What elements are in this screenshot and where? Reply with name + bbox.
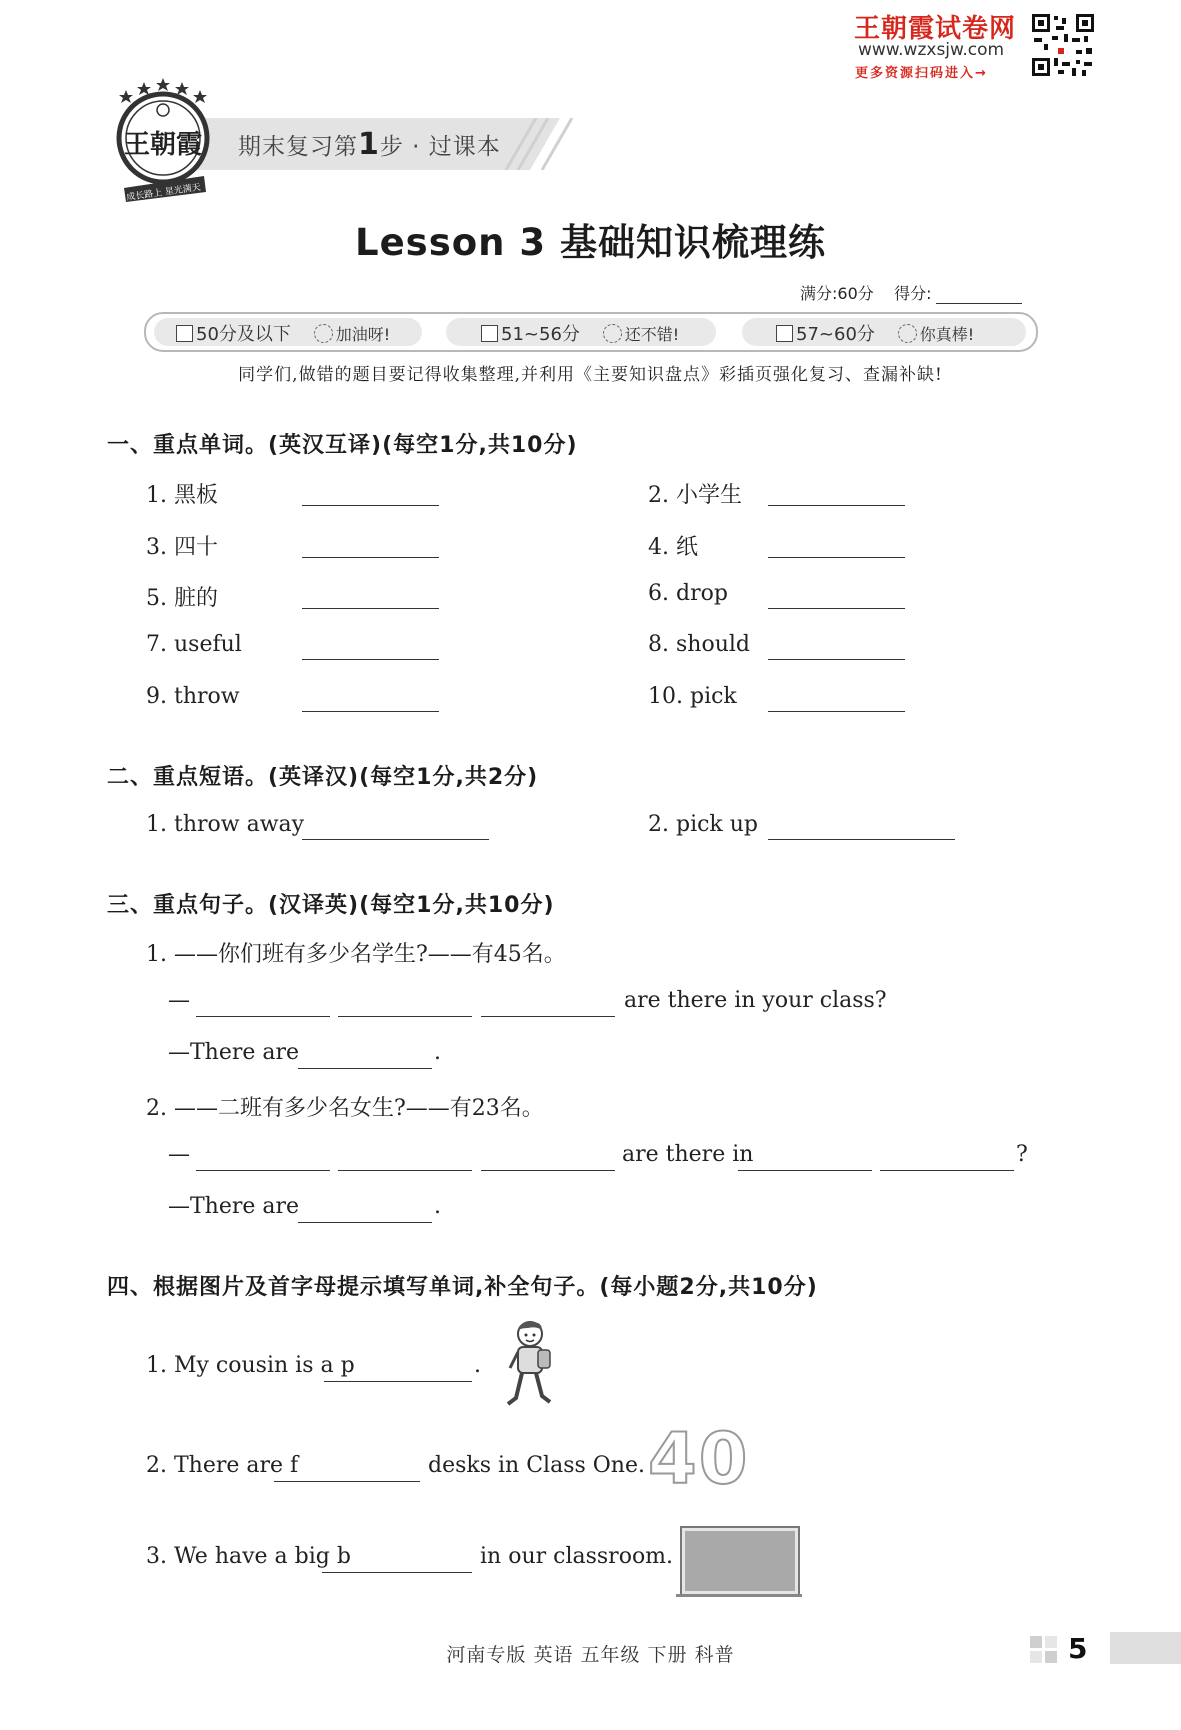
answer-blank[interactable]: [298, 1068, 432, 1069]
fill-sentence: 1. My cousin is a p: [146, 1353, 355, 1378]
phrase-item: 2. pick up: [648, 812, 758, 837]
answer-blank[interactable]: [302, 557, 439, 558]
smile-icon: [603, 324, 622, 343]
got-score-label: 得分:: [894, 284, 932, 303]
sentence-text: —There are: [168, 1194, 300, 1219]
period: .: [434, 1040, 441, 1065]
section-heading-2: 二、重点短语。(英译汉)(每空1分,共2分): [107, 765, 539, 790]
rating-item: 51~56分 还不错!: [481, 320, 679, 346]
full-score: 满分:60分: [800, 284, 874, 303]
answer-blank[interactable]: [768, 711, 905, 712]
sentence-text: are there in your class?: [624, 988, 887, 1013]
answer-blank[interactable]: [322, 1572, 472, 1573]
vocab-item: 4. 纸: [648, 535, 698, 560]
section-heading-4: 四、根据图片及首字母提示填写单词,补全句子。(每小题2分,共10分): [107, 1275, 818, 1300]
section-heading-3: 三、重点句子。(汉译英)(每空1分,共10分): [107, 893, 555, 918]
score-line: [800, 281, 1022, 304]
blackboard-ledge: [676, 1594, 802, 1597]
period: .: [434, 1194, 441, 1219]
series-label: 期末复习第1步 · 过课本: [238, 127, 501, 162]
logo-text: 王朝霞: [124, 130, 203, 159]
dash: —: [168, 1142, 190, 1167]
answer-blank[interactable]: [880, 1170, 1014, 1171]
answer-blank[interactable]: [338, 1016, 472, 1017]
sentence-prompt: 2. ——二班有多少名女生?——有23名。: [146, 1096, 544, 1121]
checkbox[interactable]: [481, 325, 498, 342]
checkbox[interactable]: [776, 325, 793, 342]
rating-item: 50分及以下 加油呀!: [176, 320, 390, 346]
logo-motto: 成长路上 星光满天: [125, 182, 202, 204]
answer-blank[interactable]: [768, 557, 905, 558]
question-mark: ?: [1016, 1142, 1028, 1167]
vocab-item: 9. throw: [146, 684, 240, 709]
answer-blank[interactable]: [196, 1170, 330, 1171]
sentence-text: are there in: [622, 1142, 754, 1167]
page-number-bar: [1110, 1632, 1181, 1664]
rating-item: 57~60分 你真棒!: [776, 320, 974, 346]
number-forty-picture: 40: [648, 1418, 750, 1500]
answer-blank[interactable]: [302, 505, 439, 506]
instruction-note: 同学们,做错的题目要记得收集整理,并利用《主要知识盘点》彩插页强化复习、查漏补缺!: [238, 365, 943, 385]
qr-code-icon[interactable]: [1030, 12, 1096, 78]
page-decor-icon: [1030, 1636, 1060, 1664]
page-number: 5: [1068, 1632, 1088, 1665]
answer-blank[interactable]: [274, 1481, 420, 1482]
vocab-item: 6. drop: [648, 581, 728, 606]
vocab-item: 1. 黑板: [146, 483, 218, 508]
score-blank[interactable]: [936, 285, 1022, 304]
brand-name: 王朝霞试卷网: [854, 14, 1017, 44]
answer-blank[interactable]: [481, 1170, 615, 1171]
answer-blank[interactable]: [768, 505, 905, 506]
answer-blank[interactable]: [302, 608, 439, 609]
answer-blank[interactable]: [196, 1016, 330, 1017]
rating-bar: [144, 312, 1038, 352]
smile-icon: [898, 324, 917, 343]
vocab-item: 5. 脏的: [146, 586, 218, 611]
checkbox[interactable]: [176, 325, 193, 342]
vocab-item: 7. useful: [146, 632, 242, 657]
answer-blank[interactable]: [338, 1170, 472, 1171]
fill-sentence: 3. We have a big b: [146, 1544, 351, 1569]
brand-scan-text: 更多资源扫码进入→: [855, 66, 988, 81]
vocab-item: 8. should: [648, 632, 750, 657]
answer-blank[interactable]: [738, 1170, 872, 1171]
student-boy-icon: [498, 1318, 558, 1412]
fill-sentence: 2. There are f: [146, 1453, 299, 1478]
answer-blank[interactable]: [768, 608, 905, 609]
answer-blank[interactable]: [302, 711, 439, 712]
answer-blank[interactable]: [302, 659, 439, 660]
page-footer: 河南专版 英语 五年级 下册 科普: [446, 1644, 735, 1666]
answer-blank[interactable]: [324, 1381, 472, 1382]
fill-sentence: desks in Class One.: [428, 1453, 645, 1478]
vocab-item: 10. pick: [648, 684, 737, 709]
dash: —: [168, 988, 190, 1013]
brand-url[interactable]: www.wzxsjw.com: [858, 40, 1005, 60]
answer-blank[interactable]: [481, 1016, 615, 1017]
smile-icon: [314, 324, 333, 343]
period: .: [474, 1353, 481, 1378]
section-heading-1: 一、重点单词。(英汉互译)(每空1分,共10分): [107, 433, 578, 458]
vocab-item: 2. 小学生: [648, 483, 742, 508]
vocab-item: 3. 四十: [146, 535, 218, 560]
answer-blank[interactable]: [768, 839, 955, 840]
page-title: Lesson 3 基础知识梳理练: [355, 221, 826, 264]
answer-blank[interactable]: [298, 1222, 432, 1223]
sentence-text: —There are: [168, 1040, 300, 1065]
phrase-item: 1. throw away: [146, 812, 305, 837]
sentence-prompt: 1. ——你们班有多少名学生?——有45名。: [146, 942, 566, 967]
answer-blank[interactable]: [768, 659, 905, 660]
blackboard-picture: [680, 1526, 800, 1596]
answer-blank[interactable]: [302, 839, 489, 840]
fill-sentence: in our classroom.: [480, 1544, 674, 1569]
